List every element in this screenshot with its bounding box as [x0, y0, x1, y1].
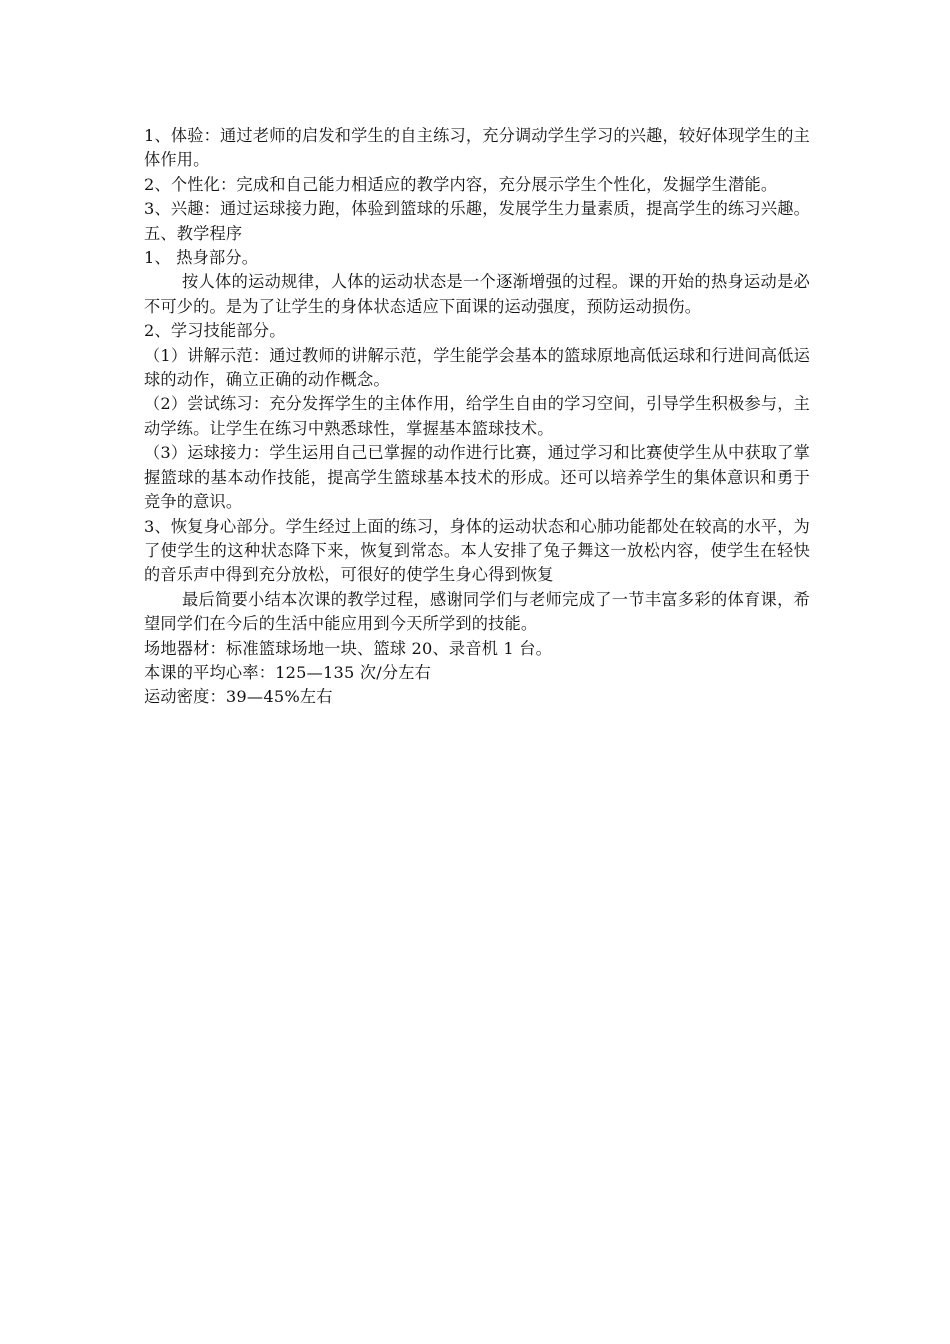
paragraph-demonstration: （1）讲解示范：通过教师的讲解示范，学生能学会基本的篮球原地高低运球和行进间高低运球的动作，确立正确的动作概念。: [144, 345, 810, 390]
section-heading-teaching-procedure: 五、教学程序: [144, 223, 243, 243]
paragraph-equipment: 场地器材：标准篮球场地一块、篮球 20、录音机 1 台。: [144, 638, 553, 658]
paragraph-heart-rate: 本课的平均心率：125—135 次/分左右: [144, 662, 432, 682]
paragraph-exercise-density: 运动密度：39—45%左右: [144, 687, 333, 707]
paragraph-warmup: 按人体的运动规律，人体的运动状态是一个逐渐增强的过程。课的开始的热身运动是必不可少的。是为了让学生的身体状态适应下面课的运动强度，预防运动损伤。: [144, 272, 810, 316]
paragraph-practice: （2）尝试练习：充分发挥学生的主体作用，给学生自由的学习空间，引导学生积极参与，主动学练。让学生在练习中熟悉球性，掌握基本篮球技术。: [144, 394, 810, 438]
document-body: [144, 124, 810, 710]
paragraph-relay: （3）运球接力：学生运用自己已掌握的动作进行比赛，通过学习和比赛使学生从中获取了掌握篮球的基本动作技能，提高学生篮球基本技术的形成。还可以培养学生的集体意识和勇于竞争的意识。: [144, 443, 810, 512]
paragraph-experience: 1、体验：通过老师的启发和学生的自主练习，充分调动学生学习的兴趣，较好体现学生的主体作用。: [144, 126, 810, 170]
paragraph-interest: 3、兴趣：通过运球接力跑，体验到篮球的乐趣，发展学生力量素质，提高学生的练习兴趣。: [144, 199, 810, 219]
paragraph-personalization: 2、个性化：完成和自己能力相适应的教学内容，充分展示学生个性化，发掘学生潜能。: [144, 174, 778, 194]
subheading-warmup: 1、 热身部分。: [144, 248, 259, 268]
subheading-skill-learning: 2、学习技能部分。: [144, 321, 286, 341]
paragraph-summary: 最后简要小结本次课的教学过程，感谢同学们与老师完成了一节丰富多彩的体育课，希望同学们在今后的生活中能应用到今天所学到的技能。: [144, 589, 810, 634]
paragraph-recovery: 3、恢复身心部分。学生经过上面的练习，身体的运动状态和心肺功能都处在较高的水平，为了使学生的这种状态降下来，恢复到常态。本人安排了兔子舞这一放松内容，使学生在轻快的音乐声中得到充分放松，可很好的使学生身心得到恢复: [144, 516, 810, 585]
